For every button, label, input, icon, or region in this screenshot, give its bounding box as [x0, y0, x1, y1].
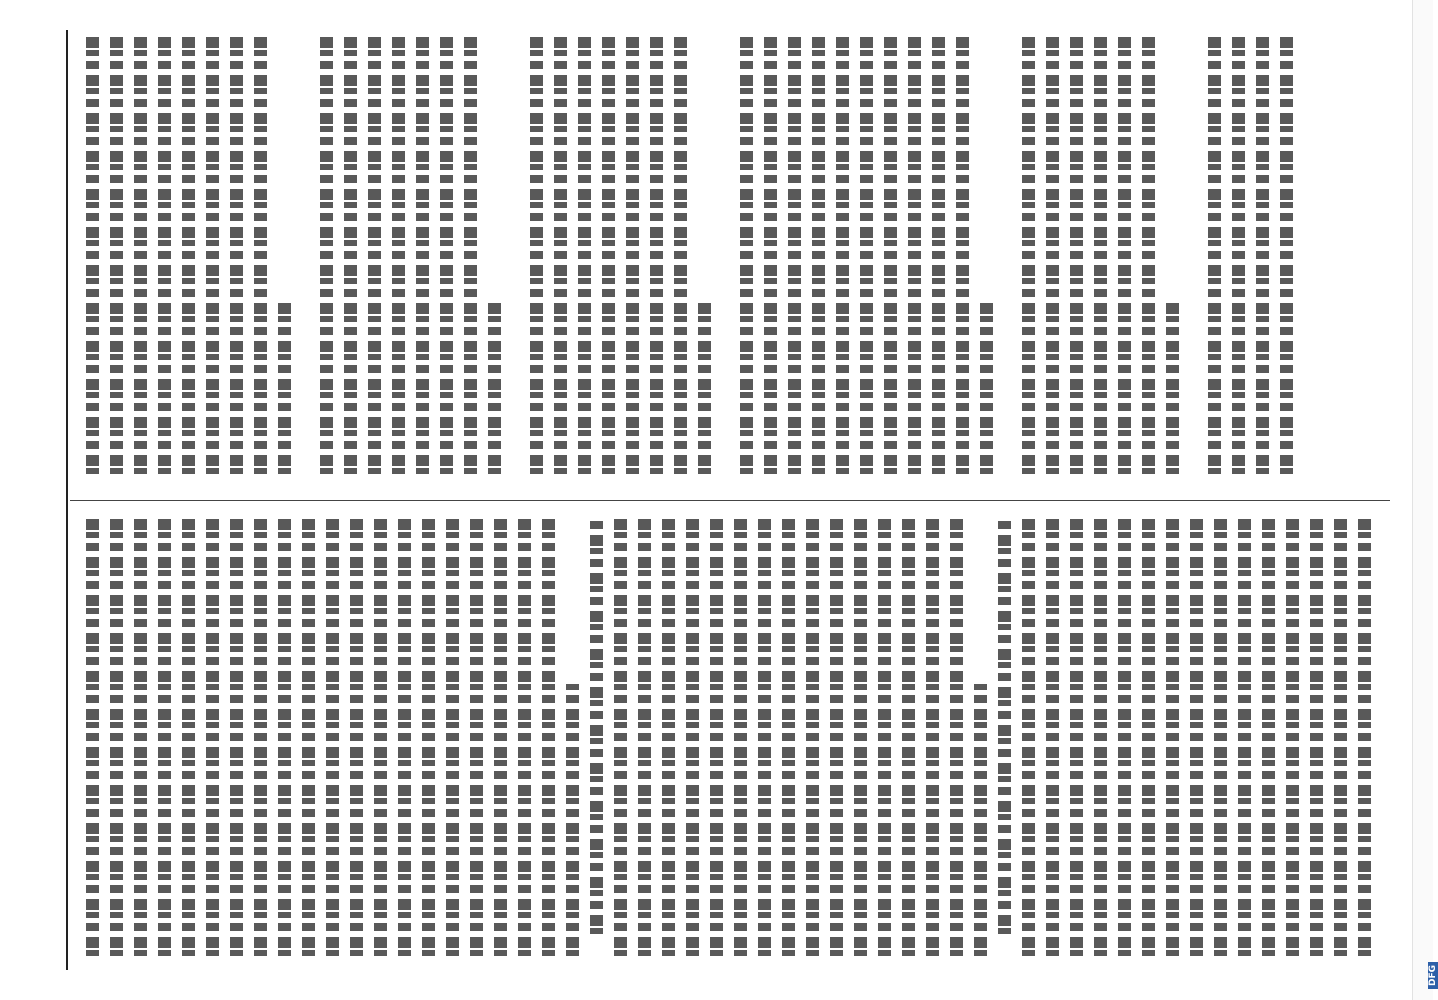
text-line [740, 34, 753, 474]
digitization-credit-text [1427, 5, 1438, 995]
text-line [980, 298, 993, 474]
text-line [278, 298, 291, 474]
text-line [1070, 516, 1083, 956]
text-line [1022, 516, 1035, 956]
text-line [1286, 516, 1299, 956]
text-line [578, 34, 591, 474]
text-line [932, 34, 945, 474]
text-line [422, 516, 435, 956]
text-line [806, 516, 819, 956]
text-line [254, 34, 267, 474]
text-line [1094, 34, 1107, 474]
text-line [854, 516, 867, 956]
text-line [554, 34, 567, 474]
text-line [158, 516, 171, 956]
text-line [638, 516, 651, 956]
dfg-logo: DFG [1428, 962, 1438, 989]
text-line [1094, 516, 1107, 956]
text-line [158, 34, 171, 474]
paragraph-gap [1004, 34, 1022, 474]
text-line [182, 516, 195, 956]
text-line [836, 34, 849, 474]
text-line [350, 516, 363, 956]
text-line [1280, 34, 1293, 474]
text-line [590, 516, 603, 934]
text-line [926, 516, 939, 956]
text-line [788, 34, 801, 474]
text-line [860, 34, 873, 474]
header-rule [66, 30, 68, 970]
text-line [392, 34, 405, 474]
text-line [602, 34, 615, 474]
text-line [710, 516, 723, 956]
text-line [134, 34, 147, 474]
right-column-text [86, 34, 1386, 474]
text-line [182, 34, 195, 474]
text-line [302, 516, 315, 956]
text-line [110, 34, 123, 474]
digitization-credit [1412, 0, 1438, 1000]
text-line [230, 34, 243, 474]
text-line [1142, 34, 1155, 474]
text-line [902, 516, 915, 956]
text-line [812, 34, 825, 474]
text-line [488, 298, 501, 474]
text-line [416, 34, 429, 474]
text-line [1142, 516, 1155, 956]
text-line [518, 516, 531, 956]
text-line [884, 34, 897, 474]
text-line [1208, 34, 1221, 474]
left-column-text [86, 516, 1386, 956]
text-line [1070, 34, 1083, 474]
text-line [662, 516, 675, 956]
running-head [0, 0, 70, 1000]
text-line [674, 34, 687, 474]
text-line [494, 516, 507, 956]
text-line [446, 516, 459, 956]
text-line [1358, 516, 1371, 956]
text-line [1166, 516, 1179, 956]
text-line [1214, 516, 1227, 956]
text-line [878, 516, 891, 956]
text-line [86, 34, 99, 474]
text-line [206, 34, 219, 474]
text-line [134, 516, 147, 956]
text-line [950, 516, 963, 956]
text-line [1166, 298, 1179, 474]
text-line [1232, 34, 1245, 474]
text-line [1238, 516, 1251, 956]
text-line [908, 34, 921, 474]
text-line [830, 516, 843, 956]
text-line [1046, 516, 1059, 956]
text-line [320, 34, 333, 474]
text-line [566, 683, 579, 956]
text-line [374, 516, 387, 956]
text-line [110, 516, 123, 956]
text-line [626, 34, 639, 474]
text-line [1310, 516, 1323, 956]
text-line [998, 516, 1011, 934]
text-line [734, 516, 747, 956]
paragraph-gap [722, 34, 740, 474]
text-line [254, 516, 267, 956]
text-line [974, 683, 987, 956]
text-line [1118, 516, 1131, 956]
text-line [530, 34, 543, 474]
text-line [698, 298, 711, 474]
text-line [278, 516, 291, 956]
text-line [1334, 516, 1347, 956]
text-line [1022, 34, 1035, 474]
text-line [464, 34, 477, 474]
paragraph-gap [302, 34, 320, 474]
text-line [686, 516, 699, 956]
text-line [326, 516, 339, 956]
paragraph-gap [1190, 34, 1208, 474]
column-divider [70, 500, 1390, 501]
text-line [1118, 34, 1131, 474]
text-line [758, 516, 771, 956]
text-line [1190, 516, 1203, 956]
paragraph-gap [512, 34, 530, 474]
text-line [86, 516, 99, 956]
text-line [542, 516, 555, 956]
text-line [1256, 34, 1269, 474]
text-line [782, 516, 795, 956]
text-line [650, 34, 663, 474]
text-line [764, 34, 777, 474]
text-line [230, 516, 243, 956]
text-line [1262, 516, 1275, 956]
text-line [344, 34, 357, 474]
text-line [1046, 34, 1059, 474]
text-line [614, 516, 627, 956]
text-line [206, 516, 219, 956]
text-line [440, 34, 453, 474]
text-line [956, 34, 969, 474]
text-line [470, 516, 483, 956]
text-line [368, 34, 381, 474]
text-line [398, 516, 411, 956]
